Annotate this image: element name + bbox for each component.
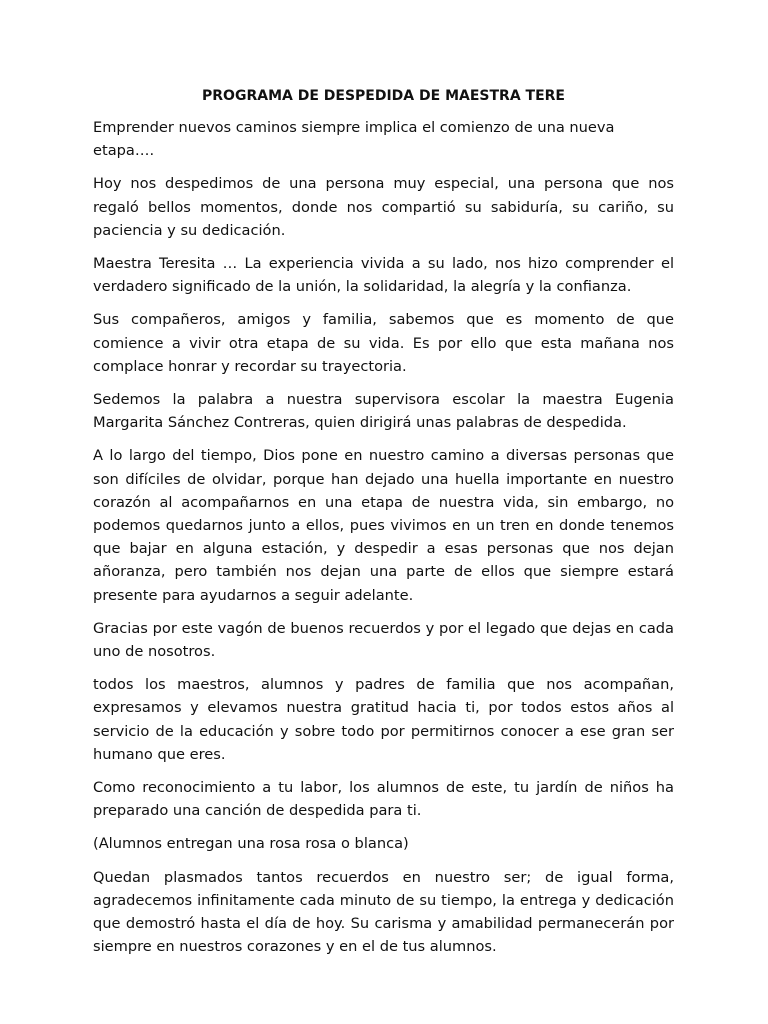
paragraph-4: Sus compañeros, amigos y familia, sabemos que es momento de que comience a vivir otra etapa de su vida. Es por ello que esta mañana nos complace honrar y recordar su trayectoria. xyxy=(93,311,674,375)
paragraph-11: Quedan plasmados tantos recuerdos en nuestro ser; de igual forma, agradecemos infinitamente cada minuto de su tiempo, la entrega y dedicación que demostró hasta el día de hoy. Su carisma y amabilidad permanecerán por siempre en nuestros corazones y en el de tus alumnos. xyxy=(93,868,674,956)
paragraph-6: A lo largo del tiempo, Dios pone en nuestro camino a diversas personas que son difíciles de olvidar, porque han dejado una huella importante en nuestro corazón al acompañarnos en una etapa de nuestra vida, sin embargo, no podemos quedarnos junto a ellos, pues vivimos en un tren en donde tenemos que bajar en alguna estación, y despedir a esas personas que nos dejan añoranza, pero también nos dejan una parte de ellos que siempre estará presente para ayudarnos a seguir adelante. xyxy=(93,447,674,604)
paragraph-10: (Alumnos entregan una rosa rosa o blanca) xyxy=(93,835,409,853)
document-body xyxy=(93,85,674,969)
paragraph-5: Sedemos la palabra a nuestra supervisora escolar la maestra Eugenia Margarita Sánchez Contreras, quien dirigirá unas palabras de despedida. xyxy=(93,391,674,432)
document-title: PROGRAMA DE DESPEDIDA DE MAESTRA TERE xyxy=(202,88,565,104)
paragraph-1: Emprender nuevos caminos siempre implica el comienzo de una nueva etapa…. xyxy=(93,119,615,160)
paragraph-3: Maestra Teresita … La experiencia vivida a su lado, nos hizo comprender el verdadero significado de la unión, la solidaridad, la alegría y la confianza. xyxy=(93,255,674,296)
paragraph-2: Hoy nos despedimos de una persona muy especial, una persona que nos regaló bellos momentos, donde nos compartió su sabiduría, su cariño, su paciencia y su dedicación. xyxy=(93,175,674,239)
paragraph-8: todos los maestros, alumnos y padres de familia que nos acompañan, expresamos y elevamos nuestra gratitud hacia ti, por todos estos años al servicio de la educación y sobre todo por permitirnos conocer a ese gran ser humano que eres. xyxy=(93,676,674,763)
paragraph-7: Gracias por este vagón de buenos recuerdos y por el legado que dejas en cada uno de nosotros. xyxy=(93,619,674,661)
paragraph-9: Como reconocimiento a tu labor, los alumnos de este, tu jardín de niños ha preparado una canción de despedida para ti. xyxy=(93,779,674,820)
